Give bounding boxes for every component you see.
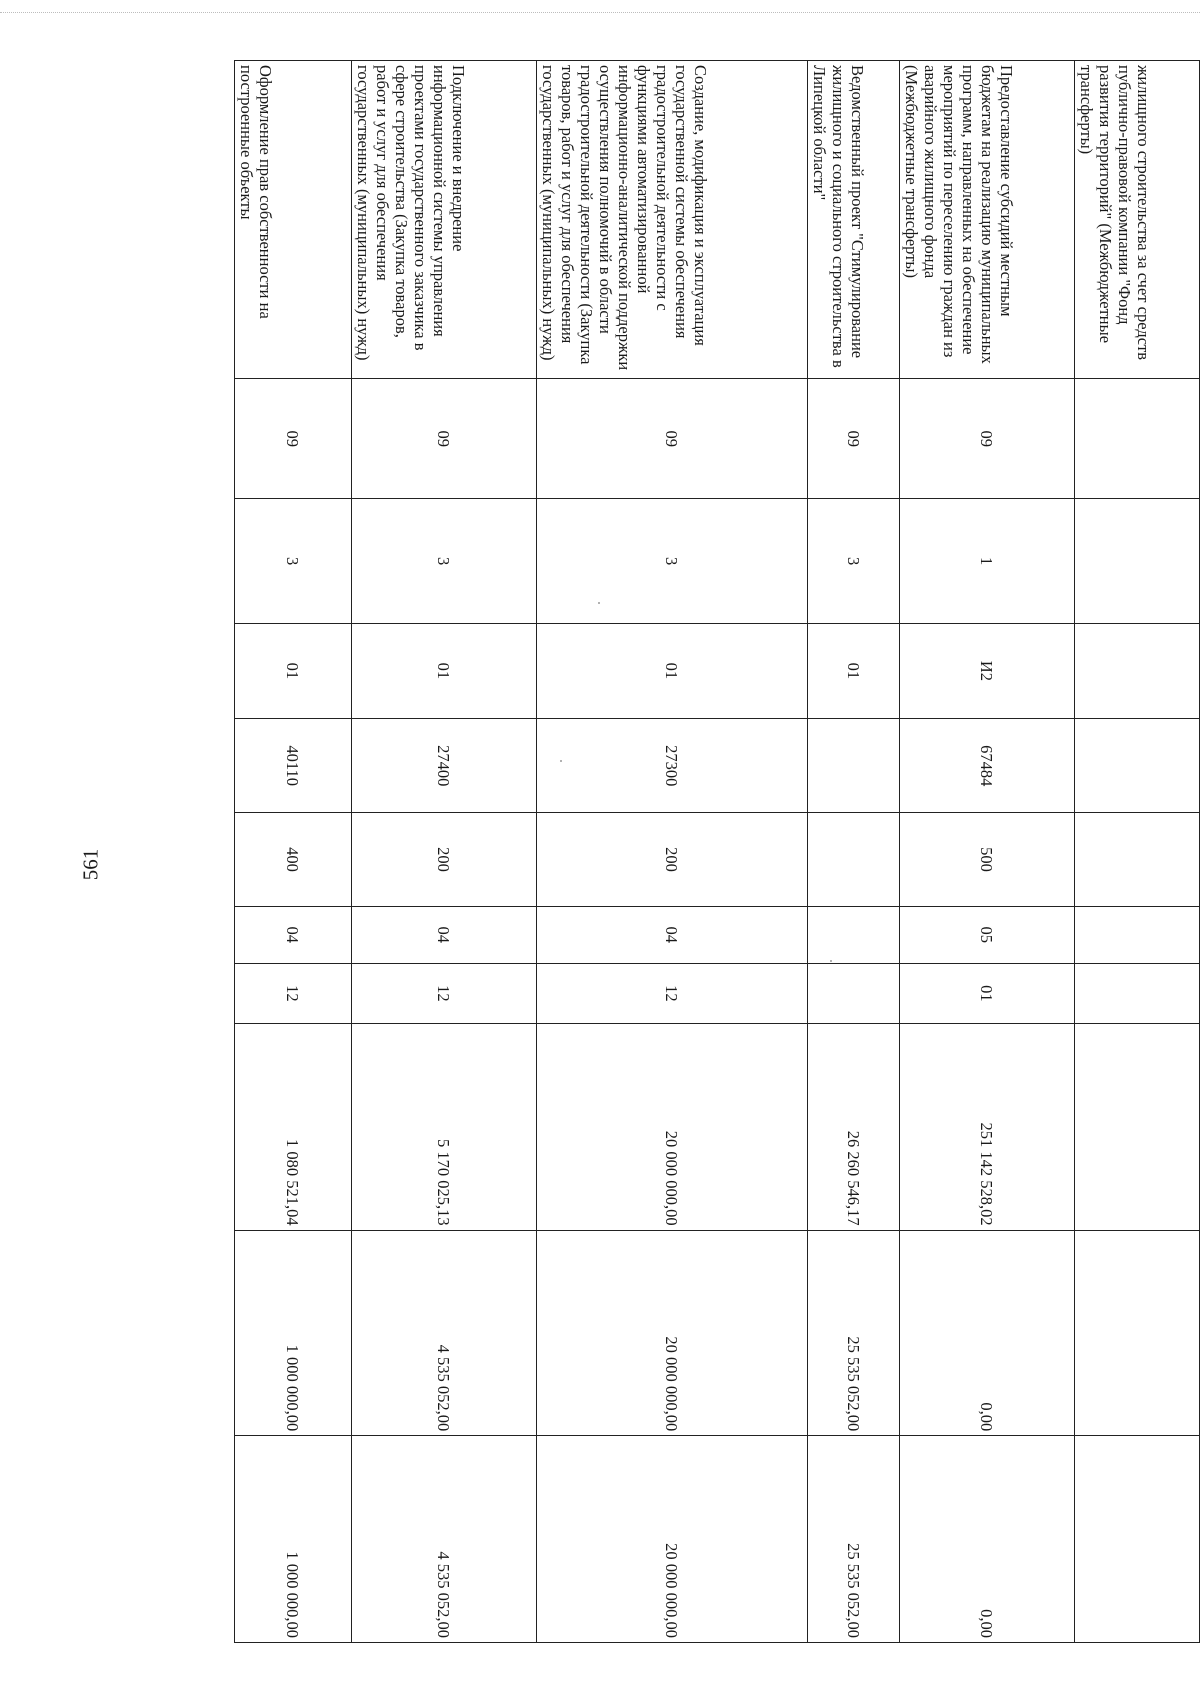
ministry-code: [1075, 379, 1200, 499]
row-name: Ведомственный проект "Стимулирование жилищного и социального строительства в Липецкой области": [808, 61, 900, 379]
table-row: [808, 61, 900, 1643]
subprogram-code: И2: [900, 623, 1075, 718]
amount-year-3: 25 535 052,00: [808, 1436, 900, 1643]
amount-year-3: 4 535 052,00: [352, 1436, 537, 1643]
subsection-code: 12: [352, 963, 537, 1023]
scan-top-border: [0, 12, 1200, 13]
subsection-code: 01: [900, 963, 1075, 1023]
table-row: [900, 61, 1075, 1643]
expense-type-code: [808, 813, 900, 906]
ministry-code: 09: [537, 379, 808, 499]
subprogram-code: 01: [235, 623, 352, 718]
section-code: 04: [537, 906, 808, 963]
ministry-code: 09: [808, 379, 900, 499]
subsection-code: [808, 963, 900, 1023]
amount-year-2: [1075, 1230, 1200, 1436]
amount-year-2: 25 535 052,00: [808, 1230, 900, 1436]
subsection-code: 12: [537, 963, 808, 1023]
section-code: 04: [235, 906, 352, 963]
ministry-code: 09: [900, 379, 1075, 499]
row-name: Подключение и внедрение информационной системы управления проектами государственного заказчика в сфере строительства (Закупка товаров, работ и услуг для обеспечения государственных (муниципальных) нужд): [352, 61, 537, 379]
table-row: [537, 61, 808, 1643]
section-code: 05: [900, 906, 1075, 963]
amount-year-3: 1 000 000,00: [235, 1436, 352, 1643]
amount-year-1: 251 142 528,02: [900, 1024, 1075, 1231]
program-code: 3: [537, 499, 808, 623]
row-name: Оформление прав собственности на построенные объекты: [235, 61, 352, 379]
amount-year-2: 0,00: [900, 1230, 1075, 1436]
amount-year-2: 4 535 052,00: [352, 1230, 537, 1436]
program-code: 3: [235, 499, 352, 623]
subsection-code: [1075, 963, 1200, 1023]
section-code: [808, 906, 900, 963]
amount-year-3: 0,00: [900, 1436, 1075, 1643]
subprogram-code: 01: [808, 623, 900, 718]
amount-year-3: [1075, 1436, 1200, 1643]
expense-type-code: [1075, 813, 1200, 906]
program-code: [1075, 499, 1200, 623]
section-code: 04: [352, 906, 537, 963]
expense-type-code: 200: [352, 813, 537, 906]
subprogram-code: 01: [352, 623, 537, 718]
amount-year-2: 20 000 000,00: [537, 1230, 808, 1436]
ministry-code: 09: [235, 379, 352, 499]
program-code: 3: [352, 499, 537, 623]
subsection-code: 12: [235, 963, 352, 1023]
budget-table: [234, 60, 1200, 1643]
amount-year-1: [1075, 1024, 1200, 1231]
direction-code: [1075, 719, 1200, 813]
direction-code: 67484: [900, 719, 1075, 813]
subprogram-code: 01: [537, 623, 808, 718]
table-row: [235, 61, 352, 1643]
amount-year-2: 1 000 000,00: [235, 1230, 352, 1436]
row-name: Предоставление субсидий местным бюджетам на реализацию муниципальных программ, направленных на обеспечение мероприятий по переселению граждан из аварийного жилищного фонда (Межбюджетные трансферты): [900, 61, 1075, 379]
direction-code: 27400: [352, 719, 537, 813]
program-code: 1: [900, 499, 1075, 623]
expense-type-code: 400: [235, 813, 352, 906]
ministry-code: 09: [352, 379, 537, 499]
direction-code: 40110: [235, 719, 352, 813]
row-name: Создание, модификация и эксплуатация государственной системы обеспечения градостроительной деятельности с функциями автоматизированной информационно-аналитической поддержки осуществления полномочий в области градостроительной деятельности (Закупка товаров, работ и услуг для обеспечения государственных (муниципальных) нужд): [537, 61, 808, 379]
direction-code: 27300: [537, 719, 808, 813]
amount-year-1: 5 170 025,13: [352, 1024, 537, 1231]
program-code: 3: [808, 499, 900, 623]
direction-code: [808, 719, 900, 813]
row-name: жилищного строительства за счет средств публично-правовой компании "Фонд развития территорий" (Межбюджетные трансферты): [1075, 61, 1200, 379]
section-code: [1075, 906, 1200, 963]
amount-year-1: 1 080 521,04: [235, 1024, 352, 1231]
rotated-table-container: [235, 60, 1200, 1643]
page-number: 561: [78, 848, 103, 881]
table-row: [352, 61, 537, 1643]
table-row: [1075, 61, 1200, 1643]
subprogram-code: [1075, 623, 1200, 718]
expense-type-code: 500: [900, 813, 1075, 906]
expense-type-code: 200: [537, 813, 808, 906]
amount-year-1: 20 000 000,00: [537, 1024, 808, 1231]
amount-year-1: 26 260 546,17: [808, 1024, 900, 1231]
amount-year-3: 20 000 000,00: [537, 1436, 808, 1643]
